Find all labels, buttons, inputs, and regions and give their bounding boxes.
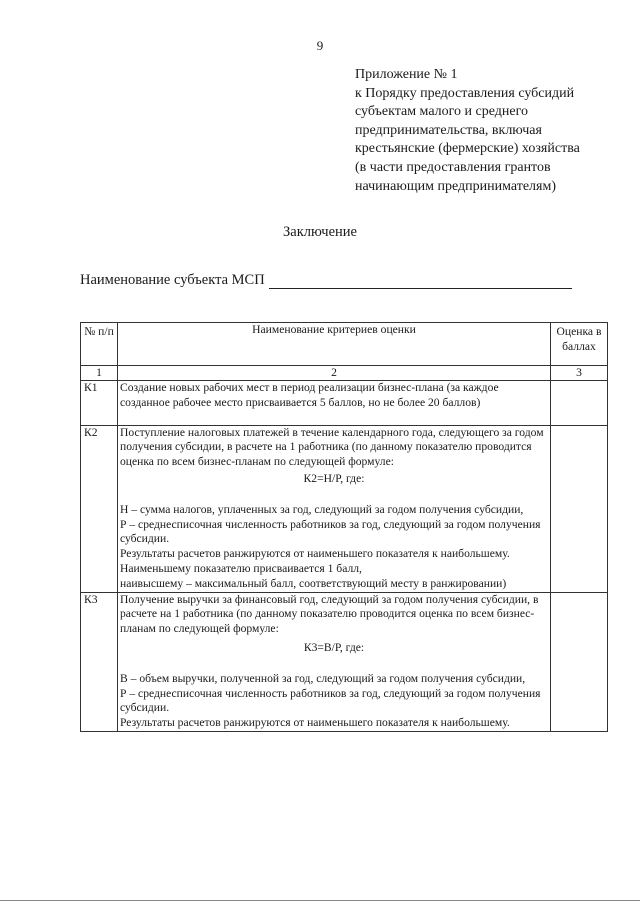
criterion-code: К1 — [81, 381, 118, 426]
subject-name-row — [80, 272, 572, 289]
criterion-intro: Поступление налоговых платежей в течение календарного года, следующего за годом получения субсидии, в расчете на 1 работника (по данному показателю проводится оценка по всем бизнес-планам по следующей формуле: — [120, 425, 544, 469]
index-cell: 1 — [81, 366, 118, 381]
criterion-text: Результаты расчетов ранжируются от наименьшего показателя к наибольшему. — [120, 547, 510, 561]
criterion-intro: Получение выручки за финансовый год, следующий за годом получения субсидии, в расчете на 1 работника (по данному показателю проводится оценка по всем бизнес-планам по следующей формуле: — [120, 592, 539, 636]
index-cell: 3 — [551, 366, 608, 381]
criterion-text: Наименьшему показателю присваивается 1 балл, — [120, 561, 362, 575]
page-bottom-edge — [0, 900, 640, 901]
score-cell[interactable] — [551, 592, 608, 731]
appendix-line: Приложение № 1 — [355, 67, 458, 82]
appendix-line: предпринимательства, включая — [355, 122, 542, 138]
subject-name-label: Наименование субъекта МСП — [80, 272, 265, 288]
criterion-description — [118, 425, 551, 592]
criterion-code: К2 — [81, 425, 118, 592]
appendix-line: начинающим предпринимателям) — [355, 178, 556, 194]
criterion-formula: К2=Н/Р, где: — [303, 471, 365, 485]
header-number: № п/п — [81, 323, 118, 366]
table-header-row — [81, 323, 608, 366]
criterion-text: Результаты расчетов ранжируются от наименьшего показателя к наибольшему. — [120, 716, 510, 730]
document-title: Заключение — [283, 224, 357, 240]
appendix-line: к Порядку предоставления субсидий — [355, 85, 575, 101]
criterion-formula: К3=В/Р, где: — [303, 640, 365, 654]
subject-name-field[interactable] — [269, 274, 572, 289]
appendix-line: крестьянские (фермерские) хозяйства — [355, 141, 580, 157]
criterion-text: В – объем выручки, полученной за год, следующий за годом получения субсидии, — [120, 671, 526, 685]
header-score: Оценка в баллах — [551, 323, 608, 366]
page-number: 9 — [316, 38, 324, 53]
criterion-text: Создание новых рабочих мест в период реализации бизнес-плана (за каждое созданное рабочее место присваивается 5 баллов, но не более 20 баллов) — [120, 381, 499, 409]
criterion-text: Р – среднесписочная численность работников за год, следующий за годом получения субсидии. — [120, 686, 541, 715]
table-row — [81, 425, 608, 592]
appendix-line: субъектам малого и среднего — [355, 104, 528, 120]
criterion-code: К3 — [81, 592, 118, 731]
index-cell: 2 — [118, 366, 551, 381]
table-row — [81, 381, 608, 426]
score-cell[interactable] — [551, 425, 608, 592]
criterion-text: Р – среднесписочная численность работников за год, следующий за годом получения субсидии. — [120, 517, 541, 546]
appendix-header — [355, 66, 615, 196]
criterion-text: наивысшему – максимальный балл, соответствующий месту в ранжировании) — [120, 576, 507, 590]
score-cell[interactable] — [551, 381, 608, 426]
criterion-description — [118, 592, 551, 731]
header-criteria: Наименование критериев оценки — [118, 323, 551, 366]
criterion-description — [118, 381, 551, 426]
table-index-row — [81, 366, 608, 381]
table-row — [81, 592, 608, 731]
criterion-text: Н – сумма налогов, уплаченных за год, следующий за годом получения субсидии, — [120, 502, 524, 516]
criteria-table — [80, 322, 608, 732]
appendix-line: (в части предоставления грантов — [355, 159, 551, 175]
